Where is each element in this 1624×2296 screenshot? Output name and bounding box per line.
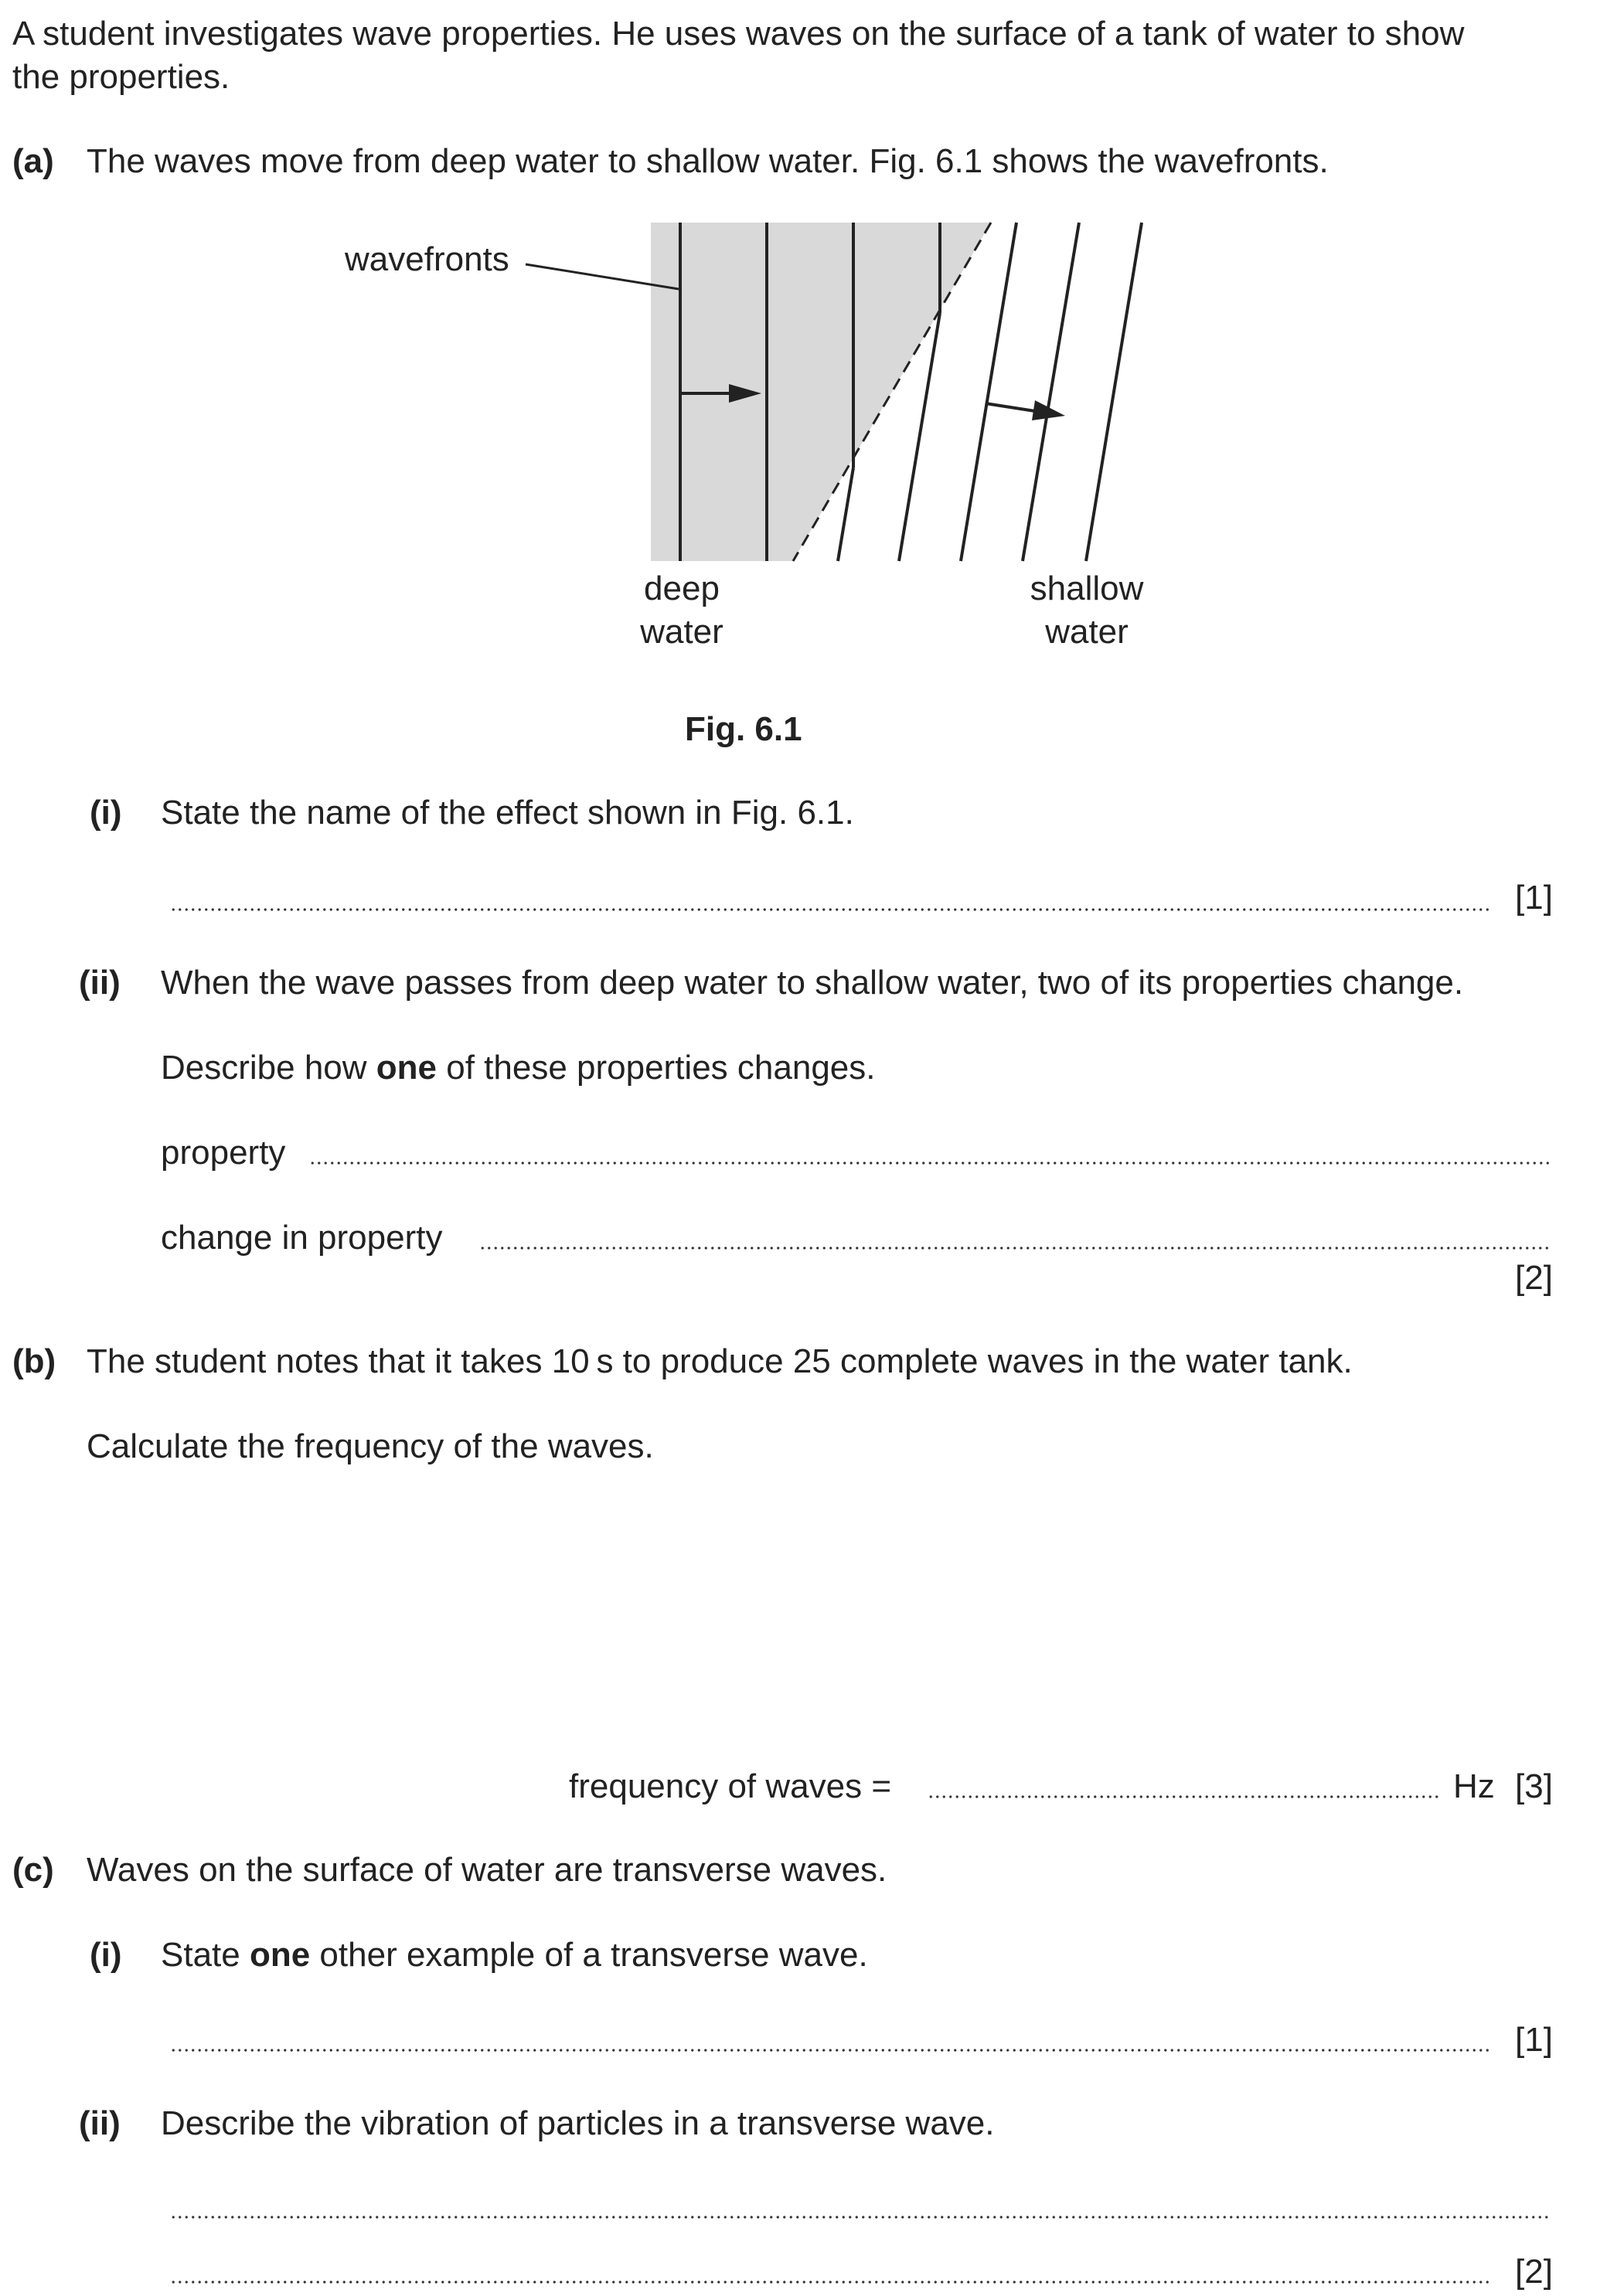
part-b-text: The student notes that it takes 10 s to produce 25 complete waves in the water tank. xyxy=(87,1342,1353,1380)
describe-bold: one xyxy=(376,1049,437,1087)
marks-a-i: [1] xyxy=(1515,879,1553,917)
label-deep-line-2: water xyxy=(640,613,723,651)
marks-b: [3] xyxy=(1515,1767,1553,1805)
answer-line-c-ii-1[interactable] xyxy=(170,2216,1549,2219)
part-a-i-text: State the name of the effect shown in Fig. 6.1. xyxy=(161,794,854,832)
answer-line-c-ii-2[interactable] xyxy=(170,2281,1490,2284)
wavefront-shallow-3 xyxy=(838,468,853,561)
figure-caption: Fig. 6.1 xyxy=(685,710,802,748)
marks-a-ii: [2] xyxy=(1515,1259,1553,1297)
describe-before: Describe how xyxy=(161,1049,376,1087)
part-b-instruction: Calculate the frequency of the waves. xyxy=(87,1427,654,1465)
answer-line-c-i[interactable] xyxy=(170,2049,1490,2052)
answer-line-frequency[interactable] xyxy=(928,1795,1441,1798)
c-i-bold: one xyxy=(249,1936,311,1974)
answer-line-property[interactable] xyxy=(309,1162,1549,1165)
c-i-before: State xyxy=(161,1936,250,1974)
label-wavefronts: wavefronts xyxy=(345,240,509,278)
answer-line-change[interactable] xyxy=(479,1247,1549,1250)
frequency-answer-label: frequency of waves = xyxy=(569,1767,892,1805)
part-a-ii-label: (ii) xyxy=(79,964,121,1002)
part-c-label: (c) xyxy=(12,1851,54,1889)
answer-line-a-i[interactable] xyxy=(170,908,1490,911)
part-a-i-label: (i) xyxy=(90,794,122,832)
part-c-ii-text: Describe the vibration of particles in a transverse wave. xyxy=(161,2104,995,2142)
part-c-text: Waves on the surface of water are transverse waves. xyxy=(87,1851,887,1889)
part-b-label: (b) xyxy=(12,1342,56,1380)
part-c-i-text xyxy=(161,1938,868,1972)
wavefront-shallow-5 xyxy=(961,223,1016,561)
intro-line-1: A student investigates wave properties. He uses waves on the surface of a tank of water to show xyxy=(12,15,1465,53)
part-a-ii-text: When the wave passes from deep water to shallow water, two of its properties change. xyxy=(161,964,1464,1002)
property-label: property xyxy=(161,1134,286,1172)
marks-c-i: [1] xyxy=(1515,2021,1553,2059)
describe-after: of these properties changes. xyxy=(437,1049,876,1087)
part-a-label: (a) xyxy=(12,142,54,180)
change-label: change in property xyxy=(161,1219,443,1257)
label-deep-line-1: deep xyxy=(644,570,720,607)
part-a-ii-describe xyxy=(161,1051,875,1085)
label-shallow-line-2: water xyxy=(1045,613,1129,651)
part-a-text: The waves move from deep water to shallow water. Fig. 6.1 shows the wavefronts. xyxy=(87,142,1329,180)
frequency-unit: Hz xyxy=(1453,1767,1495,1805)
wavefront-shallow-6 xyxy=(1023,223,1079,561)
c-i-after: other example of a transverse wave. xyxy=(310,1936,868,1974)
part-c-ii-label: (ii) xyxy=(79,2104,121,2142)
wavefront-diagram xyxy=(0,193,1624,889)
wavefront-shallow-7 xyxy=(1086,223,1142,561)
part-c-i-label: (i) xyxy=(90,1936,122,1974)
marks-c-ii: [2] xyxy=(1515,2253,1553,2291)
intro-line-2: the properties. xyxy=(12,58,230,96)
label-shallow-line-1: shallow xyxy=(1030,570,1144,607)
